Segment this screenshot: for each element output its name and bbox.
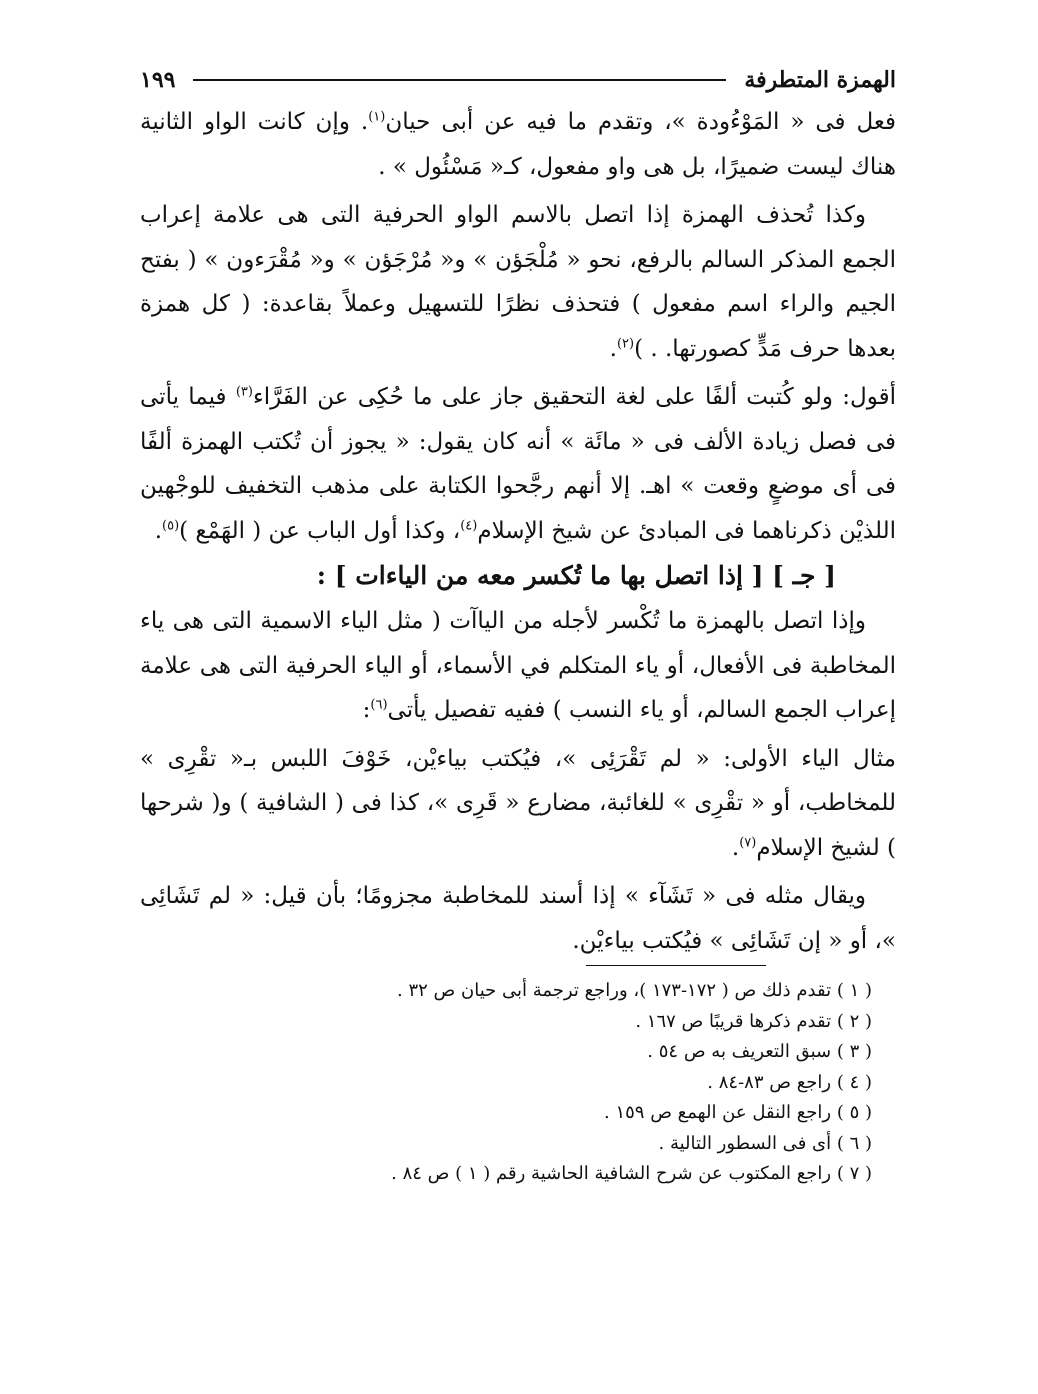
paragraph-6: ويقال مثله فى « تَشَآء » إذا أسند للمخاطبة مجزومًا؛ بأن قيل: « لم تَشَائِى »، أو « إن تَشَائِى » فيُكتب بياءيْن. xyxy=(140,883,896,954)
footnote-1: ( ١ ) تقدم ذلك ص ( ١٧٢-١٧٣ )، وراجع ترجمة أبى حيان ص ٣٢ . xyxy=(397,980,872,1001)
running-title: الهمزة المتطرفة xyxy=(744,67,896,93)
paragraph-1: فعل فى « المَوْءُودة »، وتقدم ما فيه عن أبى حيان$^{(١)}$. وإن كانت الواو الثانية هناك ليست ضميرًا، بل هى واو مفعول، كـ« مَسْئُول » . xyxy=(140,109,896,180)
footnote-ref-2: (٢) xyxy=(616,335,635,351)
footnote-ref-3: (٣) xyxy=(235,384,253,400)
footnotes xyxy=(140,976,896,1190)
footnote-ref-5: (٥) xyxy=(162,517,180,533)
paragraph-4: وإذا اتصل بالهمزة ما تُكْسر لأجله من الياآت ( مثل الياء الاسمية التى هى ياء المخاطبة فى الأفعال، أو ياء المتكلم في الأسماء، أو الياء الحرفية التى هى علامة إعراب الجمع السالم، أو ياء النسب ) ففيه تفصيل يأتى$^{(٦)}$: xyxy=(140,608,896,723)
footnote-ref-1: (١) xyxy=(368,109,386,125)
paragraph-3: أقول: ولو كُتبت ألفًا على لغة التحقيق جاز على ما حُكِى عن الفَرَّاء$^{(٣)}$ فيما يأتى فى فصل زيادة الألف فى « مائَة » أنه كان يقول: « يجوز أن تُكتب الهمزة ألفًا فى أى موضعٍ وقعت » اهـ. إلا أنهم رجَّحوا الكتابة على مذهب التخفيف للوجْهين اللذيْن ذكرناهما فى المبادئ عن شيخ الإسلام$^{(٤)}$، وكذا أول الباب عن ( الهَمْع )$^{(٥)}$. xyxy=(140,384,897,544)
body-text xyxy=(140,100,896,963)
footnote-3: ( ٣ ) سبق التعريف به ص ٥٤ . xyxy=(647,1041,872,1062)
footnote-ref-4: (٤) xyxy=(460,517,478,533)
paragraph-5: مثال الياء الأولى: « لم تَقْرَئِى »، فيُكتب بياءيْن، خَوْفَ اللبس بـ« تقْرِى » للمخاطب، أو « تقْرِى » للغائبة، مضارع « قَرِى »، كذا فى ( الشافية ) و( شرحها ) لشيخ الإسلام$^{(٧)}$. xyxy=(140,745,896,861)
footnote-rule xyxy=(586,965,766,966)
header-rule xyxy=(193,79,726,81)
footnote-ref-7: (٧) xyxy=(739,834,757,850)
footnote-5: ( ٥ ) راجع النقل عن الهمع ص ١٥٩ . xyxy=(604,1102,872,1123)
footnote-4: ( ٤ ) راجع ص ٨٣-٨٤ . xyxy=(707,1071,872,1093)
section-heading: [ جـ ] [ إذا اتصل بها ما تُكسر معه من الياءات ] : xyxy=(316,561,836,590)
footnote-6: ( ٦ ) أى فى السطور التالية . xyxy=(658,1132,872,1154)
book-page xyxy=(140,60,896,1360)
footnote-ref-6: (٦) xyxy=(370,697,388,713)
footnote-2: ( ٢ ) تقدم ذكرها قريبًا ص ١٦٧ . xyxy=(635,1010,872,1032)
running-header xyxy=(140,60,896,100)
footnote-7: ( ٧ ) راجع المكتوب عن شرح الشافية الحاشية رقم ( ١ ) ص ٨٤ . xyxy=(391,1163,872,1184)
page-number: ١٩٩ xyxy=(140,67,176,93)
paragraph-2: وكذا تُحذف الهمزة إذا اتصل بالاسم الواو الحرفية التى هى علامة إعراب الجمع المذكر السالم بالرفع، نحو « مُلْجَؤن » و« مُرْجَؤن » و« مُقْرَءون » ( بفتح الجيم والراء اسم مفعول ) فتحذف نظرًا للتسهيل وعملاً بقاعدة: ( كل همزة بعدها حرف مَدٍّ كصورتها. . )$^{(٢)}$. xyxy=(140,202,896,362)
